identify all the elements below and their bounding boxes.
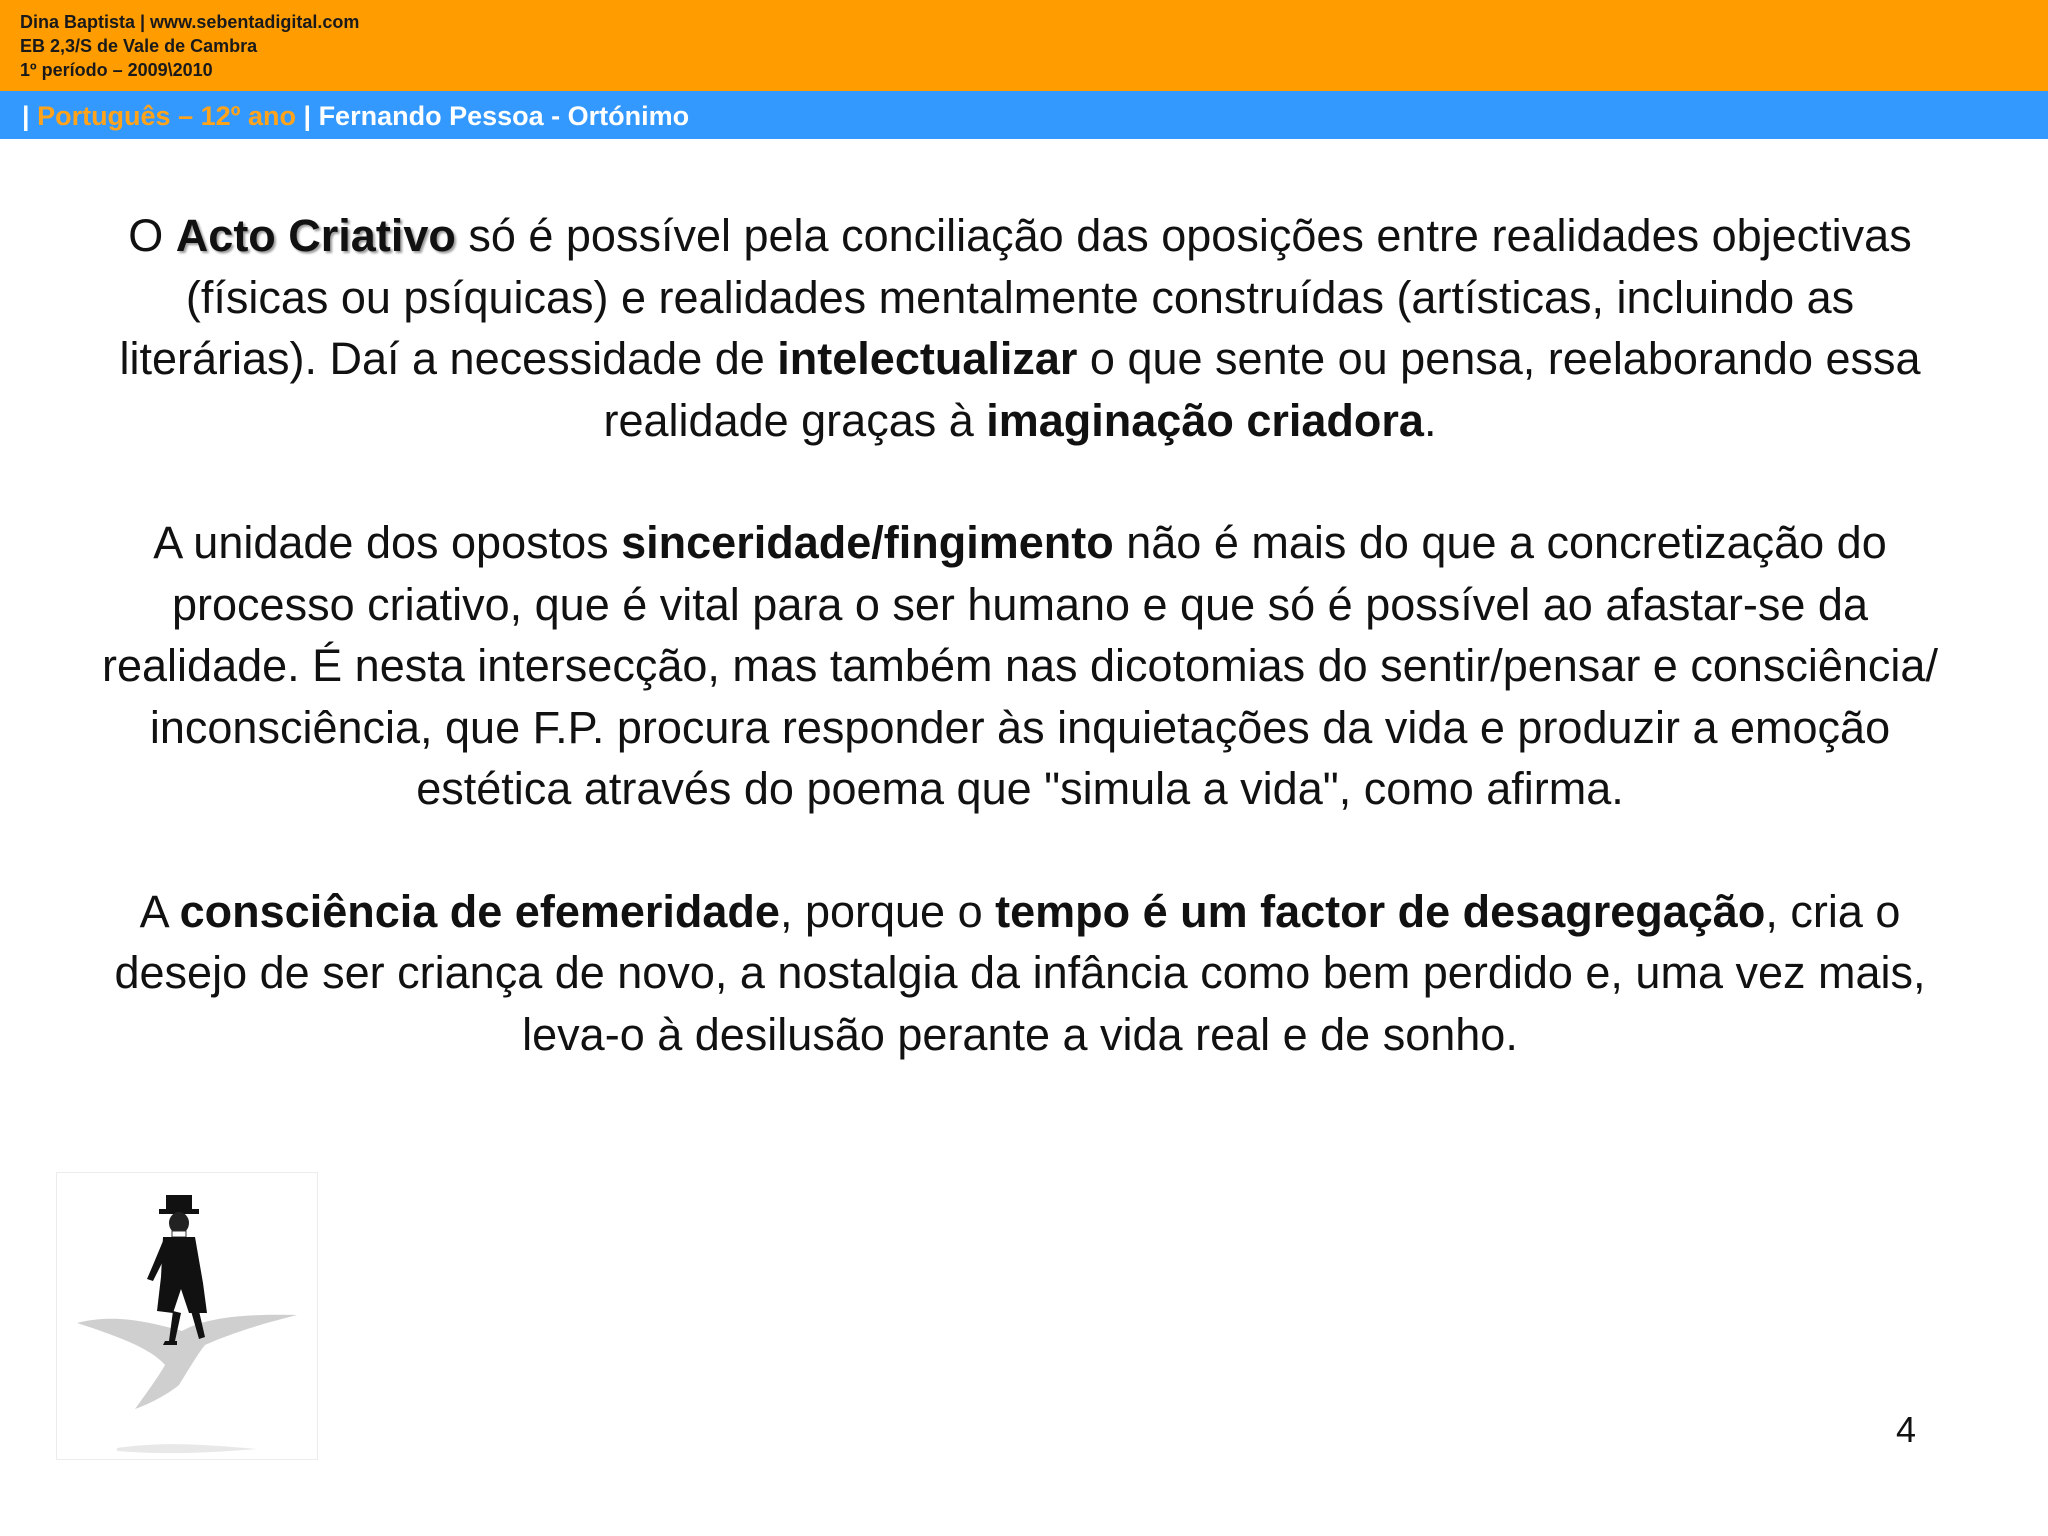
page-number: 4: [1896, 1409, 1917, 1450]
subheader-bar: [0, 91, 2048, 139]
paragraph-efemeridade: [100, 881, 1940, 1066]
walking-man-icon: [57, 1173, 317, 1459]
term-consciencia-efemeridade: consciência de efemeridade: [179, 885, 780, 937]
paragraph-text: A: [139, 885, 180, 937]
slide-body: [100, 205, 1940, 1065]
breadcrumb-separator: |: [22, 101, 38, 131]
breadcrumb-separator: |: [296, 101, 319, 131]
breadcrumb: [22, 101, 689, 131]
paragraph-unidade-opostos: [100, 512, 1940, 820]
header-bar: [0, 0, 2048, 91]
header-school: EB 2,3/S de Vale de Cambra: [20, 36, 258, 56]
paragraph-text: , porque o: [779, 885, 996, 937]
paragraph-text: .: [1423, 394, 1437, 446]
breadcrumb-topic: Fernando Pessoa - Ortónimo: [318, 101, 690, 131]
paragraph-text: não é mais do que a concretização do processo criativo, que é vital para o ser humano e que só é possível ao afastar-se da realidade. É nesta intersecção, mas também nas dicotomias do sentir/pensar e consciência/ inconsciência, que F.P. procura responder às inquietações da vida e produzir a emoção estética através do poema que "simula a vida", como afirma.: [102, 517, 1938, 814]
term-imaginacao-criadora: imaginação criadora: [986, 394, 1424, 446]
walking-man-illustration: [56, 1172, 318, 1460]
paragraph-text: o que sente ou pensa, reelaborando essa realidade graças à: [603, 333, 1921, 446]
term-acto-criativo: Acto Criativo: [175, 210, 456, 261]
paragraph-text: A unidade dos opostos: [153, 517, 622, 568]
term-sinceridade-fingimento: sinceridade/fingimento: [621, 517, 1114, 568]
term-tempo-desagregacao: tempo é um factor de desagregação: [995, 885, 1766, 937]
header-period: 1º período – 2009\2010: [20, 60, 213, 80]
paragraph-acto-criativo: [100, 205, 1940, 451]
paragraph-text: , cria o desejo de ser criança de novo, a nostalgia da infância como bem perdido e, uma vez mais, leva-o à desilusão perante a vida real e de sonho.: [114, 885, 1926, 1060]
header-author-site: Dina Baptista | www.sebentadigital.com: [20, 12, 360, 32]
breadcrumb-subject: Português – 12º ano: [37, 101, 296, 131]
term-intelectualizar: intelectualizar: [777, 333, 1078, 384]
paragraph-text: só é possível pela conciliação das oposições entre realidades objectivas (físicas ou psíquicas) e realidades mentalmente construídas (artísticas, incluindo as literárias). Daí a necessidade de: [119, 210, 1912, 384]
paragraph-text: O: [128, 210, 176, 261]
